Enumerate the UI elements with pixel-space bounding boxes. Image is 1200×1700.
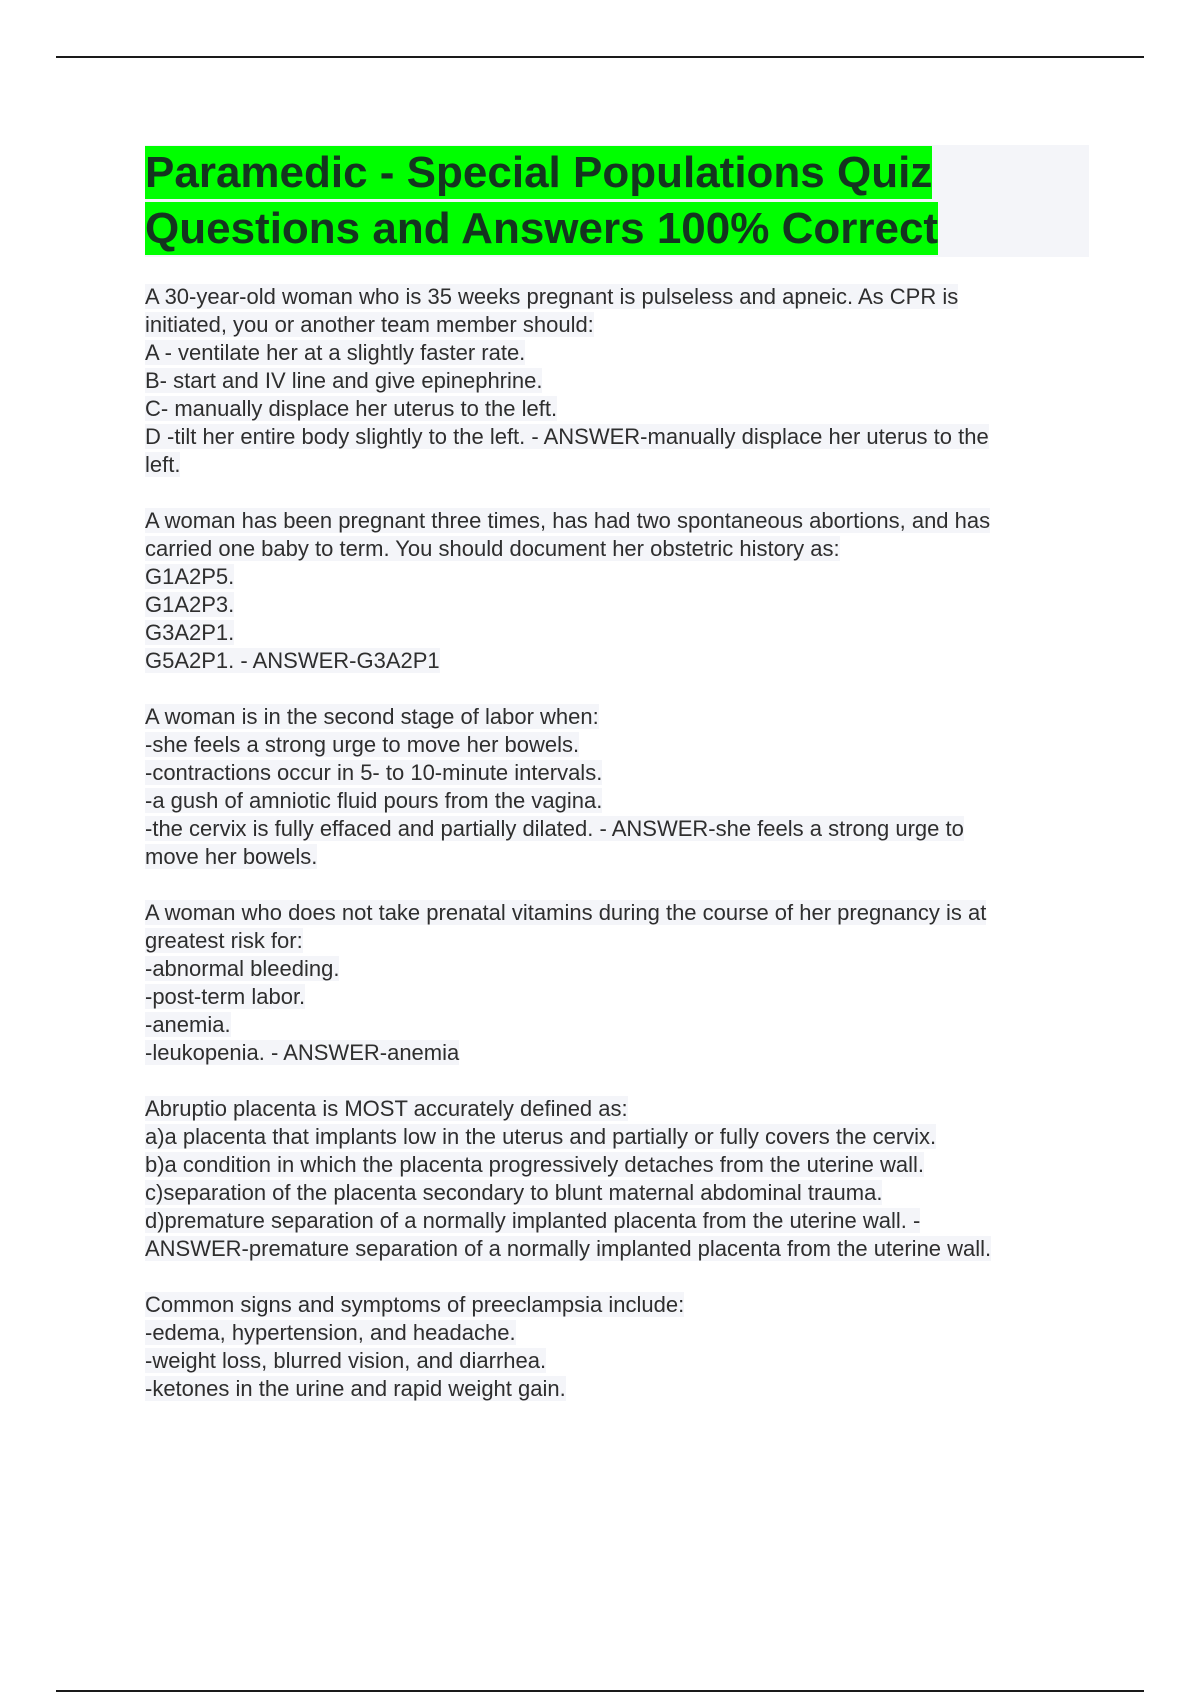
question-line-text: left. [145,452,181,477]
question-line-text: C- manually displace her uterus to the left. [145,396,558,421]
question-line [145,1151,1089,1179]
document-title [145,145,1089,257]
question-line-text: -anemia. [145,1012,231,1037]
question-line-text: -contractions occur in 5- to 10-minute intervals. [145,760,603,785]
question-line [145,1011,1089,1039]
question-line-text: carried one baby to term. You should document her obstetric history as: [145,536,840,561]
question-line-text: Abruptio placenta is MOST accurately defined as: [145,1096,628,1121]
question-line [145,1039,1089,1067]
question-line-text: A 30-year-old woman who is 35 weeks pregnant is pulseless and apneic. As CPR is [145,284,959,309]
question-line [145,367,1089,395]
question-line [145,507,1089,535]
question-block [145,507,1089,675]
question-line-text: -post-term labor. [145,984,306,1009]
question-line [145,647,1089,675]
question-line-text: ANSWER-premature separation of a normally implanted placenta from the uterine wall. [145,1236,992,1261]
question-line [145,787,1089,815]
question-line-text: c)separation of the placenta secondary to blunt maternal abdominal trauma. [145,1180,883,1205]
question-line [145,1095,1089,1123]
question-line-text: -ketones in the urine and rapid weight gain. [145,1376,566,1401]
question-line-text: D -tilt her entire body slightly to the left. - ANSWER-manually displace her uterus to the [145,424,989,449]
question-line [145,731,1089,759]
question-line [145,983,1089,1011]
question-line-text: G3A2P1. [145,620,235,645]
question-line-text: B- start and IV line and give epinephrine. [145,368,543,393]
question-line [145,1291,1089,1319]
question-line-text: -she feels a strong urge to move her bowels. [145,732,580,757]
question-line [145,1207,1089,1235]
question-block [145,899,1089,1067]
question-line-text: initiated, you or another team member should: [145,312,594,337]
title-block [145,145,1089,257]
document-body [145,145,1089,1431]
question-line [145,815,1089,843]
question-line [145,311,1089,339]
question-block [145,1291,1089,1403]
top-divider [56,56,1144,58]
question-line [145,899,1089,927]
question-block [145,703,1089,871]
question-line-text: G1A2P5. [145,564,235,589]
question-line [145,451,1089,479]
question-line [145,1123,1089,1151]
question-line [145,423,1089,451]
question-line [145,927,1089,955]
question-line-text: G1A2P3. [145,592,235,617]
question-block [145,1095,1089,1263]
question-line-text: -a gush of amniotic fluid pours from the vagina. [145,788,603,813]
question-line [145,843,1089,871]
question-line [145,759,1089,787]
question-line-text: -leukopenia. - ANSWER-anemia [145,1040,460,1065]
title-line-1: Paramedic - Special Populations Quiz [145,148,933,197]
question-list [145,283,1089,1403]
question-line [145,1319,1089,1347]
question-line-text: Common signs and symptoms of preeclampsia include: [145,1292,685,1317]
bottom-divider [56,1690,1144,1692]
question-block [145,283,1089,479]
question-line [145,535,1089,563]
question-line-text: d)premature separation of a normally implanted placenta from the uterine wall. - [145,1208,921,1233]
question-line-text: A - ventilate her at a slightly faster rate. [145,340,526,365]
question-line-text: a)a placenta that implants low in the uterus and partially or fully covers the cervix. [145,1124,937,1149]
question-line-text: A woman has been pregnant three times, has had two spontaneous abortions, and has [145,508,991,533]
question-line-text: -the cervix is fully effaced and partially dilated. - ANSWER-she feels a strong urge to [145,816,964,841]
question-line [145,703,1089,731]
question-line-text: b)a condition in which the placenta progressively detaches from the uterine wall. [145,1152,924,1177]
question-line-text: A woman who does not take prenatal vitamins during the course of her pregnancy is at [145,900,987,925]
question-line [145,955,1089,983]
question-line-text: -abnormal bleeding. [145,956,340,981]
question-line [145,619,1089,647]
question-line [145,1235,1089,1263]
title-line-2: Questions and Answers 100% Correct [145,204,939,253]
question-line [145,1375,1089,1403]
question-line-text: move her bowels. [145,844,318,869]
question-line-text: greatest risk for: [145,928,303,953]
question-line [145,1347,1089,1375]
question-line [145,283,1089,311]
question-line [145,563,1089,591]
question-line-text: -edema, hypertension, and headache. [145,1320,516,1345]
question-line [145,1179,1089,1207]
question-line [145,395,1089,423]
question-line-text: A woman is in the second stage of labor when: [145,704,599,729]
question-line-text: -weight loss, blurred vision, and diarrhea. [145,1348,547,1373]
question-line [145,591,1089,619]
question-line [145,339,1089,367]
question-line-text: G5A2P1. - ANSWER-G3A2P1 [145,648,440,673]
